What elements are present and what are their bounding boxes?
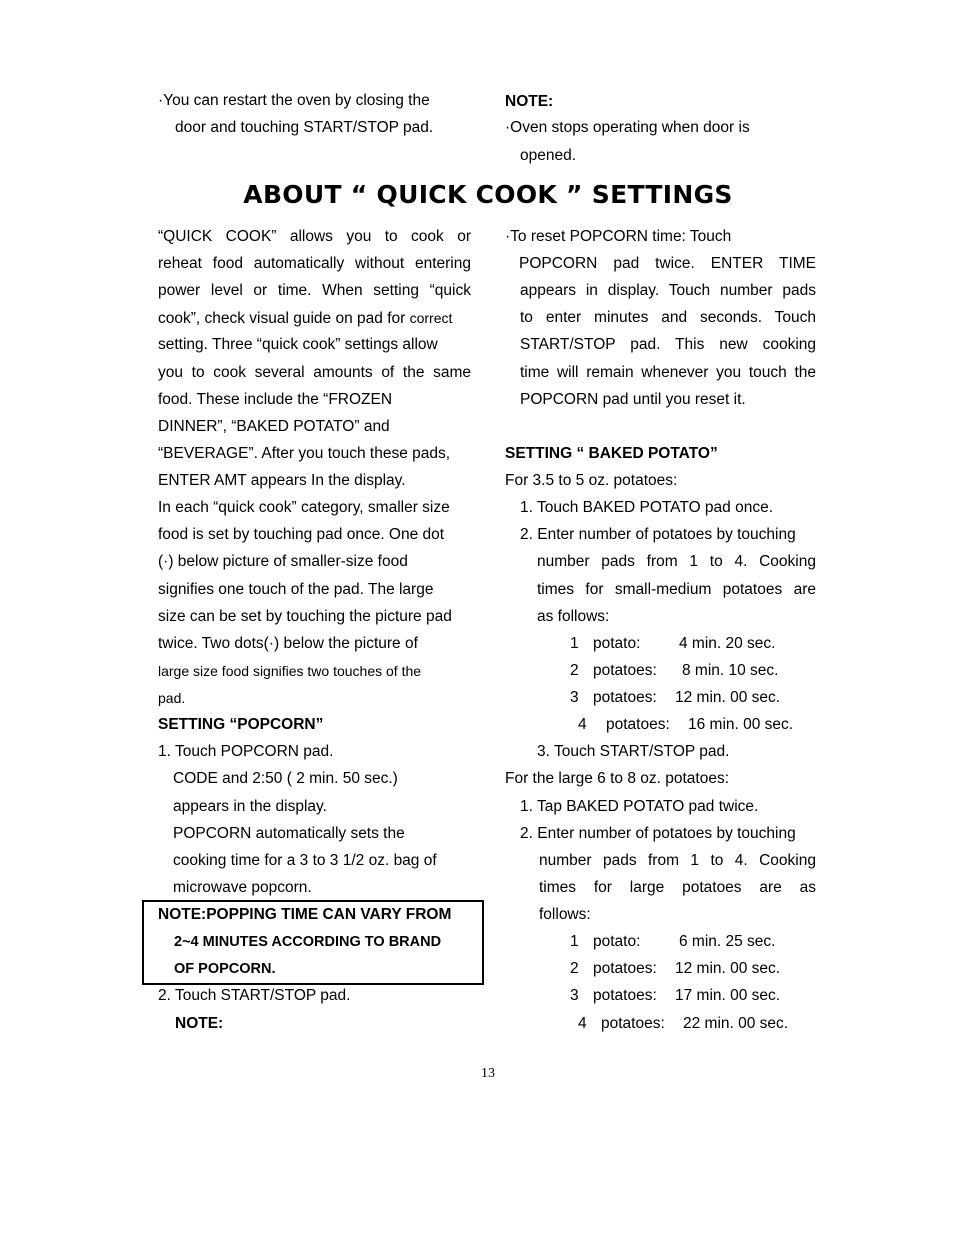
- large-potato-step: follows:: [539, 906, 591, 923]
- intro-small-word: correct: [409, 310, 453, 326]
- popcorn-detail: CODE and 2:50 ( 2 min. 50 sec.): [173, 770, 398, 787]
- intro-line: In each “quick cook” category, smaller size: [158, 499, 450, 516]
- small-table-count: 1: [570, 635, 579, 652]
- large-table-count: 2: [570, 960, 579, 977]
- restart-note-line-2: door and touching START/STOP pad.: [175, 119, 434, 136]
- popcorn-detail: POPCORN automatically sets the: [173, 825, 405, 842]
- intro-line: size can be set by touching the picture pad: [158, 608, 452, 625]
- large-potato-step: times for large potatoes are as: [539, 879, 816, 896]
- small-potato-step-3: 3. Touch START/STOP pad.: [537, 743, 730, 760]
- large-table-time: 6 min. 25 sec.: [679, 933, 776, 950]
- intro-line: power level or time. When setting “quick: [158, 282, 471, 299]
- intro-line: reheat food automatically without entering: [158, 255, 471, 272]
- intro-line: setting. Three “quick cook” settings allow: [158, 336, 438, 353]
- small-potato-step: number pads from 1 to 4. Cooking: [537, 553, 816, 570]
- popcorn-detail: appears in the display.: [173, 798, 327, 815]
- large-table-unit: potato:: [593, 933, 641, 950]
- intro-line: pad.: [158, 690, 186, 706]
- large-table-unit: potatoes:: [593, 987, 657, 1004]
- page-number: 13: [481, 1066, 495, 1081]
- baked-potato-heading: SETTING “ BAKED POTATO”: [505, 445, 718, 462]
- intro-line: signifies one touch of the pad. The large: [158, 581, 434, 598]
- intro-text: cook”, check visual guide on pad for: [158, 310, 406, 327]
- small-table-time: 16 min. 00 sec.: [688, 716, 794, 733]
- large-table-time: 17 min. 00 sec.: [675, 987, 781, 1004]
- small-potato-intro: For 3.5 to 5 oz. potatoes:: [505, 472, 678, 489]
- intro-line: [158, 308, 452, 329]
- large-potato-step: 2. Enter number of potatoes by touching: [520, 825, 796, 842]
- reset-line: time will remain whenever you touch the: [520, 364, 816, 381]
- reset-line: POPCORN pad twice. ENTER TIME: [519, 255, 816, 272]
- small-potato-step: 1. Touch BAKED POTATO pad once.: [520, 499, 774, 516]
- large-table-unit: potatoes:: [593, 960, 657, 977]
- intro-line: food is set by touching pad once. One dot: [158, 526, 445, 543]
- reset-line: POPCORN pad until you reset it.: [520, 391, 746, 408]
- small-potato-step: 2. Enter number of potatoes by touching: [520, 526, 796, 543]
- large-table-time: 22 min. 00 sec.: [683, 1015, 789, 1032]
- popcorn-heading: SETTING “POPCORN”: [158, 716, 324, 733]
- intro-line: “BEVERAGE”. After you touch these pads,: [158, 445, 451, 462]
- small-table-time: 4 min. 20 sec.: [679, 635, 776, 652]
- small-potato-step: as follows:: [537, 608, 610, 625]
- large-potato-intro: For the large 6 to 8 oz. potatoes:: [505, 770, 730, 787]
- door-note-line-2: opened.: [520, 147, 577, 164]
- reset-line: to enter minutes and seconds. Touch: [520, 309, 816, 326]
- small-table-time: 12 min. 00 sec.: [675, 689, 781, 706]
- intro-line: food. These include the “FROZEN: [158, 391, 393, 408]
- intro-line: DINNER”, “BAKED POTATO” and: [158, 418, 390, 435]
- popcorn-step-2: 2. Touch START/STOP pad.: [158, 987, 351, 1004]
- popping-note-line: NOTE:POPPING TIME CAN VARY FROM: [158, 906, 452, 923]
- large-potato-step: number pads from 1 to 4. Cooking: [539, 852, 816, 869]
- small-table-count: 2: [570, 662, 579, 679]
- small-table-count: 3: [570, 689, 579, 706]
- intro-line: large size food signifies two touches of the: [158, 663, 422, 679]
- intro-line: ENTER AMT appears In the display.: [158, 472, 406, 489]
- intro-line: twice. Two dots(·) below the picture of: [158, 635, 418, 652]
- large-table-time: 12 min. 00 sec.: [675, 960, 781, 977]
- page-title: ABOUT “ QUICK COOK ” SETTINGS: [243, 180, 733, 209]
- intro-line: “QUICK COOK” allows you to cook or: [158, 228, 471, 245]
- large-table-count: 1: [570, 933, 579, 950]
- reset-line: ·To reset POPCORN time: Touch: [505, 228, 732, 245]
- reset-line: START/STOP pad. This new cooking: [520, 336, 816, 353]
- top-note-label: NOTE:: [505, 93, 554, 110]
- small-potato-step: times for small-medium potatoes are: [537, 581, 816, 598]
- intro-line: you to cook several amounts of the same: [158, 364, 471, 381]
- popcorn-step-1: 1. Touch POPCORN pad.: [158, 743, 334, 760]
- small-table-count: 4: [578, 716, 587, 733]
- door-note-line-1: ·Oven stops operating when door is: [505, 119, 750, 136]
- small-table-unit: potatoes:: [593, 689, 657, 706]
- popcorn-note-label: NOTE:: [175, 1015, 224, 1032]
- small-table-time: 8 min. 10 sec.: [682, 662, 779, 679]
- intro-line: (·) below picture of smaller-size food: [158, 553, 408, 570]
- popping-note-line: 2~4 MINUTES ACCORDING TO BRAND: [174, 934, 442, 950]
- small-table-unit: potatoes:: [606, 716, 670, 733]
- popcorn-detail: microwave popcorn.: [173, 879, 312, 896]
- small-table-unit: potatoes:: [593, 662, 657, 679]
- large-table-count: 4: [578, 1015, 587, 1032]
- large-table-unit: potatoes:: [601, 1015, 665, 1032]
- large-table-count: 3: [570, 987, 579, 1004]
- large-potato-step: 1. Tap BAKED POTATO pad twice.: [520, 798, 759, 815]
- popping-note-line: OF POPCORN.: [174, 961, 276, 977]
- reset-line: appears in display. Touch number pads: [520, 282, 816, 299]
- popcorn-detail: cooking time for a 3 to 3 1/2 oz. bag of: [173, 852, 437, 869]
- restart-note-line-1: ·You can restart the oven by closing the: [158, 92, 430, 109]
- small-table-unit: potato:: [593, 635, 641, 652]
